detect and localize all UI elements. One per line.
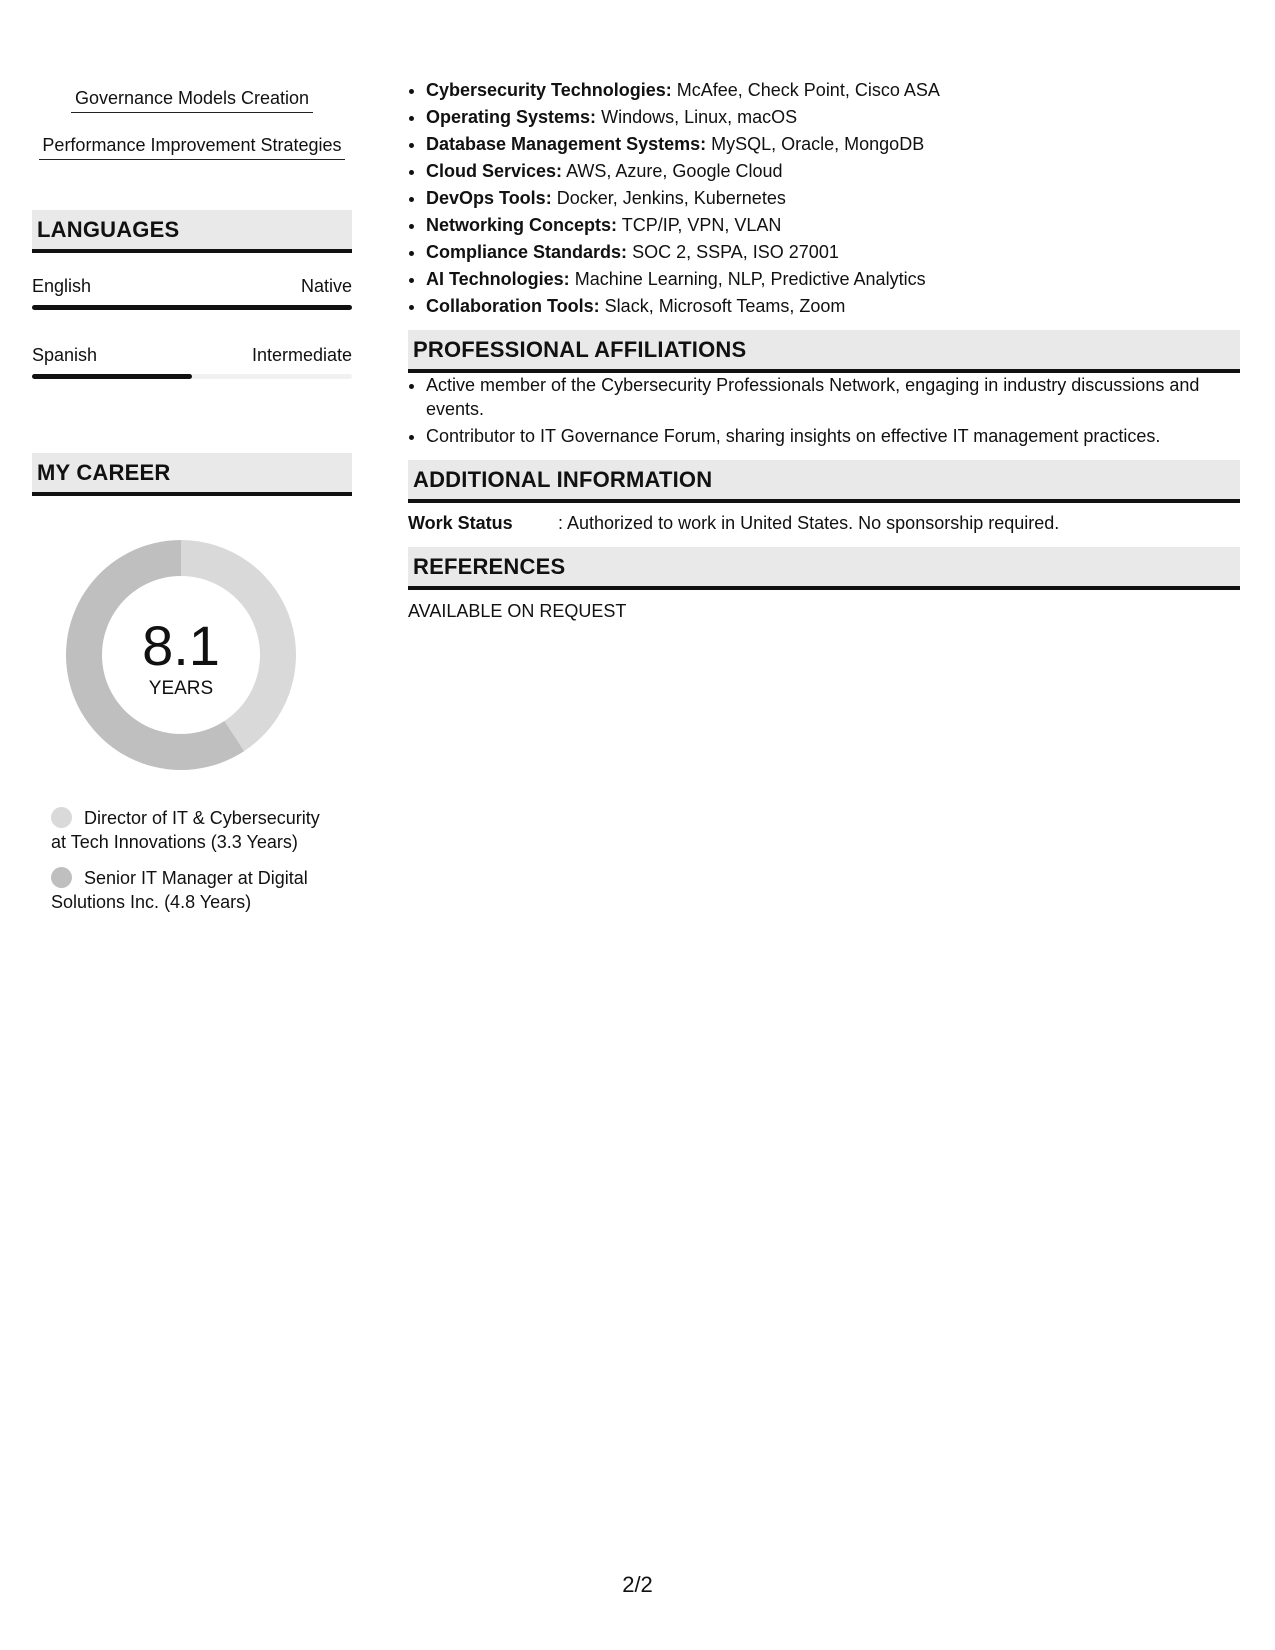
career-total-years: 8.1 [142, 614, 220, 677]
legend-dot-icon [51, 867, 72, 888]
language-level: Native [300, 276, 352, 296]
work-status-value: : Authorized to work in United States. No sponsorship required. [558, 513, 1060, 533]
references-text: AVAILABLE ON REQUEST [408, 601, 627, 621]
additional-info-heading: ADDITIONAL INFORMATION [408, 460, 1240, 503]
legend-item [51, 806, 336, 854]
affiliations-heading: PROFESSIONAL AFFILIATIONS [408, 330, 1240, 373]
list-item: • Compliance Standards: SOC 2, SSPA, ISO 27001 [426, 240, 1240, 264]
list-item: • Active member of the Cybersecurity Professionals Network, engaging in industry discussions and events. [426, 373, 1240, 421]
legend-label: Director of IT & Cybersecurity at Tech Innovations (3.3 Years) [51, 808, 320, 852]
list-item: • AI Technologies: Machine Learning, NLP, Predictive Analytics [426, 267, 1240, 291]
career-legend [51, 806, 336, 914]
language-proficiency-fill [32, 374, 192, 379]
affiliations-list [408, 373, 1240, 448]
career-heading: MY CAREER [32, 453, 352, 496]
list-item: • Cloud Services: AWS, Azure, Google Cloud [426, 159, 1240, 183]
legend-label: Senior IT Manager at Digital Solutions Inc. (4.8 Years) [51, 868, 308, 912]
list-item: • Operating Systems: Windows, Linux, macOS [426, 105, 1240, 129]
page-number: 2/2 [622, 1572, 653, 1597]
languages-heading: LANGUAGES [32, 210, 352, 253]
legend-dot-icon [51, 807, 72, 828]
technical-skills-list [408, 78, 1240, 318]
list-item: • Database Management Systems: MySQL, Oracle, MongoDB [426, 132, 1240, 156]
legend-item [51, 866, 336, 914]
skill-item: Performance Improvement Strategies [39, 123, 345, 160]
work-status-label: Work Status [408, 513, 513, 533]
work-status-row [408, 511, 1240, 535]
career-donut-chart [66, 540, 296, 770]
language-row [32, 275, 352, 297]
language-name: Spanish [32, 345, 98, 365]
language-proficiency-bar [32, 305, 352, 310]
language-row [32, 344, 352, 366]
language-name: English [32, 276, 92, 296]
language-proficiency-fill [32, 305, 352, 310]
main-column [408, 78, 1240, 623]
language-level: Intermediate [251, 345, 352, 365]
list-item: • Cybersecurity Technologies: McAfee, Check Point, Cisco ASA [426, 78, 1240, 102]
list-item: • Networking Concepts: TCP/IP, VPN, VLAN [426, 213, 1240, 237]
list-item: • Collaboration Tools: Slack, Microsoft Teams, Zoom [426, 294, 1240, 318]
career-total-unit: YEARS [148, 678, 214, 699]
donut-center [66, 540, 296, 700]
skill-item: Governance Models Creation [71, 82, 313, 113]
language-proficiency-bar [32, 374, 352, 379]
references-heading: REFERENCES [408, 547, 1240, 590]
list-item: • Contributor to IT Governance Forum, sharing insights on effective IT management practices. [426, 424, 1240, 448]
sidebar [32, 82, 352, 926]
list-item: • DevOps Tools: Docker, Jenkins, Kubernetes [426, 186, 1240, 210]
